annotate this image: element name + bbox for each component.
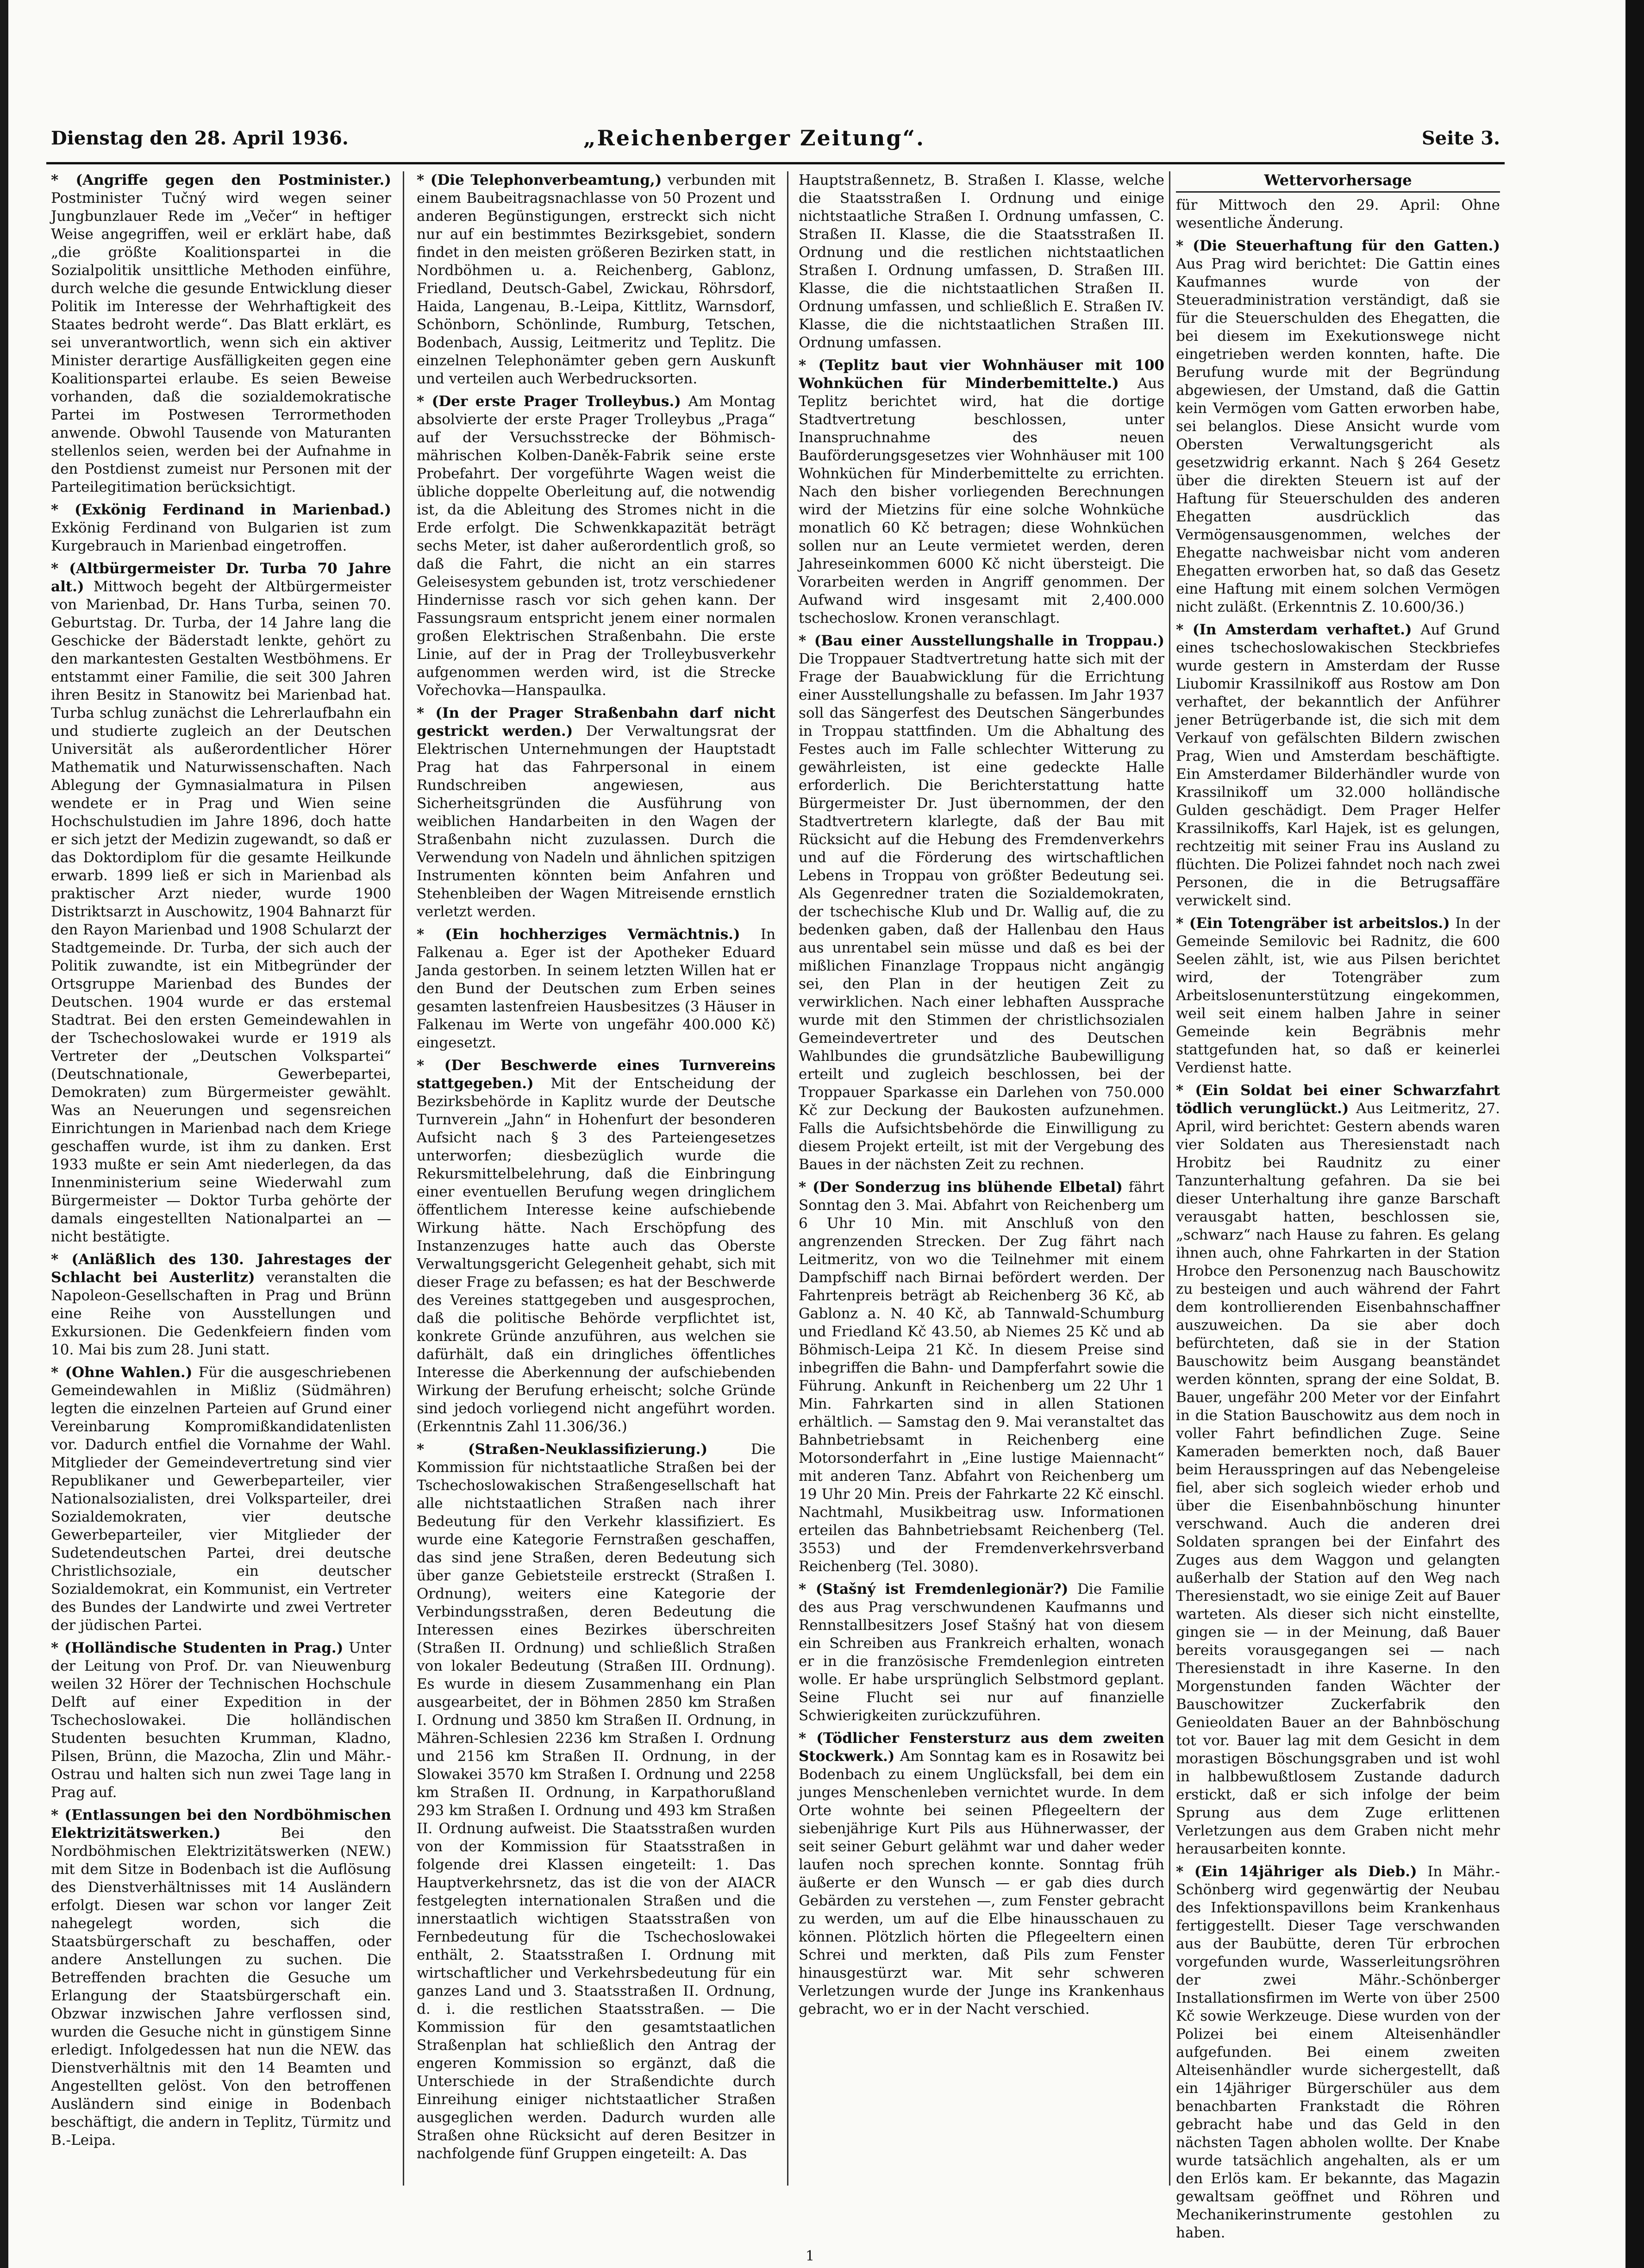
news-body: Am Sonntag kam es in Rosawitz bei Bodenbach zu einem Unglücksfall, bei dem ein junges Menschenleben vernichtet wurde. In dem Orte wohnte bei seinen Pflegeeltern der siebenjährige Kurt Pils aus Hühnerwasser, der seit seiner Geburt gelähmt war und daher weder laufen noch sprechen konnte. Sonntag früh äußerte er den Wunsch — er gab dies durch Gebärden zu verstehen —, zum Fenster gebracht zu werden, um auf die Elbe hinausschauen zu können. Plötzlich hörten die Pflegeeltern einen Schrei und merkten, daß Pils zum Fenster hinausgestürzt war. Mit sehr schweren Verletzungen wurde der Junge ins Krankenhaus gebracht, wo er in der Nacht verschied. bbox=[799, 1748, 1165, 2017]
news-item bbox=[51, 1251, 391, 1359]
news-body: Bei den Nordböhmischen Elektrizitätswerken (NEW.) mit dem Sitze in Bodenbach ist die Auflösung des Dienstverhältnisses mit 14 Ausländern erfolgt. Diesen war schon vor langer Zeit nahegelegt worden, sich die Staatsbürgerschaft zu beschaffen, oder andere Anstellungen zu suchen. Die Betreffenden brachten die Gesuche um Erlangung der Staatsbürgerschaft ein. Obzwar inzwischen Jahre verflossen sind, wurden die Gesuche nicht in günstigem Sinne erledigt. Infolgedessen hat nun die NEW. das Dienstverhältnis mit den 14 Beamten und Angestellten gelöst. Von den betroffenen Ausländern sind einige in Bodenbach beschäftigt, die andern in Teplitz, Türmitz und B.-Leipa. bbox=[51, 1825, 391, 2149]
news-headline: * (Anläßlich des 130. Jahrestages der Schlacht bei Austerlitz) bbox=[51, 1251, 391, 1286]
news-item bbox=[51, 1806, 391, 2149]
news-item bbox=[417, 926, 775, 1052]
news-item bbox=[1176, 1082, 1500, 1858]
news-body: Am Montag absolvierte der erste Prager Trolleybus „Praga“ auf der Versuchsstrecke der Böhmisch-mährischen Kolben-Daněk-Fabrik seine erste Probefahrt. Der vorgeführte Wagen weist die übliche doppelte Oberleitung auf, die notwendig ist, da die Ableitung des Stromes nicht in die Erde erfolgt. Die Schwenkkapazität beträgt sechs Meter, ist daher außerordentlich groß, so daß die Fahrt, die nicht an ein starres Geleisesystem gebunden ist, trotz verschiedener Hindernisse rasch vor sich gehen kann. Der Fassungsraum entspricht jenem einer normalen großen Elektrischen Straßenbahn. Die erste Linie, auf der in Prag der Trolleybusverkehr aufgenommen werden wird, ist die Strecke Vořechovka—Hanspaulka. bbox=[417, 393, 775, 699]
news-headline: * (Ein Totengräber ist arbeitslos.) bbox=[1176, 915, 1450, 932]
news-item bbox=[417, 704, 775, 921]
column-divider bbox=[787, 171, 788, 2186]
news-body: Der Verwaltungsrat der Elektrischen Unternehmungen der Hauptstadt Prag hat das Fahrpersonal in einem Rundschreiben angewiesen, aus Sicherheitsgründen die Ausführung von weiblichen Handarbeiten in den Wagen der Straßenbahn nicht zuzulassen. Durch die Verwendung von Nadeln und ähnlichen spitzigen Instrumenten könnten beim Anfahren und Stehenbleiben der Wagen Mitreisende ernstlich verletzt werden. bbox=[417, 723, 776, 920]
news-body: Postminister Tučný wird wegen seiner Jungbunzlauer Rede im „Večer“ in heftiger Weise angegriffen, weil er erklärt habe, daß „die größte Koalitionspartei in die Sozialpolitik unsittliche Methoden einführe, durch welche die gesunde Entwicklung dieser Politik im Interesse der Wehrhaftigkeit des Staates bedroht werde“. Das Blatt erklärt, es sei unverantwortlich, wenn sich ein aktiver Minister derartige Ausfälligkeiten gegen eine Koalitionspartei erlaube. Es seien Beweise vorhanden, daß die sozialdemokratische Partei im Postwesen Terrormethoden anwende. Obwohl Tausende von Maturanten stellenlos seien, werden bei der Aufnahme in den Postdienst zumeist nur Personen mit der Parteilegitimation berücksichtigt. bbox=[51, 190, 391, 495]
column-divider bbox=[1169, 171, 1170, 2186]
news-item bbox=[51, 560, 391, 1246]
column-4 bbox=[1176, 171, 1500, 2241]
news-item bbox=[1176, 915, 1500, 1077]
news-item bbox=[799, 632, 1164, 1174]
news-item bbox=[1176, 1863, 1500, 2242]
scan-edge-left bbox=[0, 0, 8, 2268]
news-headline: * (Der Sonderzug ins blühende Elbetal) bbox=[799, 1179, 1123, 1196]
page-number: Seite 3. bbox=[1421, 127, 1500, 149]
news-body: Mittwoch begeht der Altbürgermeister von Marienbad, Dr. Hans Turba, seinen 70. Geburtstag. Dr. Turba, der 14 Jahre lang die Geschicke der Bäderstadt lenkte, gehört zu den markantesten Gestalten Westböhmens. Er entstammt einer Familie, die seit 300 Jahren ihren Besitz in Stanowitz bei Marienbad hat. Turba schlug zunächst die Lehrerlaufbahn ein und studierte zugleich an der Deutschen Universität als außerordentlicher Hörer Mathematik und Naturwissenschaften. Nach Ablegung der Gymnasialmatura in Pilsen wendete er in Prag und Wien seine Hochschulstudien im Jahre 1896, doch hatte er sich jetzt der Medizin zugewandt, so daß er das Doktordiplom für die gesamte Heilkunde erwarb. 1899 ließ er sich in Marienbad als praktischer Arzt nieder, wurde 1900 Distriktsarzt in Auschowitz, 1904 Bahnarzt für den Rayon Marienbad und 1908 Schularzt der Stadtgemeinde. Dr. Turba, der sich auch der Politik zuwandte, ist ein Mitbegründer der Ortsgruppe Marienbad des Bundes der Deutschen. 1904 wurde er das erstemal Stadtrat. Bei den ersten Gemeindewahlen in der Tschechoslowakei wurde er 1919 als Vertreter der „Deutschen Volkspartei“ (Deutschnationale, Gewerbepartei, Demokraten) zum Bürgermeister gewählt. Was an Neuerungen und segensreichen Einrichtungen in Marienbad nach dem Kriege geschaffen wurde, ist ihm zu danken. Erst 1933 mußte er sein Amt niederlegen, da das Innenministerium seine Wiederwahl zum Bürgermeister — Doktor Turba gehörte der damals eingestellten Nationalpartei an — nicht bestätigte. bbox=[51, 578, 391, 1245]
news-headline: * (Stašný ist Fremdenlegionär?) bbox=[799, 1581, 1069, 1598]
news-headline: * (Holländische Studenten in Prag.) bbox=[51, 1640, 344, 1656]
news-item bbox=[799, 171, 1164, 352]
news-item bbox=[417, 1441, 775, 2163]
news-body: Auf Grund eines tschechoslowakischen Steckbriefes wurde gestern in Amsterdam der Russe Liubomir Krassilnikoff aus Rostow am Don verhaftet, der bekanntlich der Anführer jener Betrügerbande ist, die sich mit dem Verkauf von gefälschten Bildern zwischen Prag, Wien und Amsterdam beschäftigte. Ein Amsterdamer Bilderhändler wurde von Krassilnikoff um 32.000 holländische Gulden geschädigt. Dem Prager Helfer Krassilnikoffs, Karl Hajek, ist es gelungen, rechtzeitig mit seiner Frau ins Ausland zu flüchten. Die Polizei fahndet noch nach zwei Personen, die in die Betrugsaffäre verwickelt sind. bbox=[1176, 621, 1500, 909]
weather-text: für Mittwoch den 29. April: Ohne wesentliche Änderung. bbox=[1176, 197, 1500, 232]
news-body: Aus Teplitz berichtet wird, hat die dortige Stadtvertretung beschlossen, unter Inanspruchnahme des neuen Bauförderungsgesetzes vier Wohnhäuser mit 100 Wohnküchen für Minderbemittelte zu errichten. Nach den bisher vorliegenden Berechnungen wird der Mietzins für eine solche Wohnküche monatlich 60 Kč betragen; diese Wohnküchen sollen nur an Leute vermietet werden, deren Jahreseinkommen 6000 Kč nicht übersteigt. Die Vorarbeiten werden in Angriff genommen. Der Aufwand wird insgesamt mit 2,400.000 tschechoslow. Kronen veranschlagt. bbox=[799, 375, 1164, 627]
header-rule bbox=[46, 162, 1505, 164]
news-headline: * (Angriffe gegen den Postminister.) bbox=[51, 172, 391, 188]
column-divider bbox=[403, 171, 404, 2186]
news-headline: * (Entlassungen bei den Nordböhmischen Elektrizitätswerken.) bbox=[51, 1807, 391, 1842]
news-body: Die Familie des aus Prag verschwundenen Kaufmanns und Rennstallbesitzers Josef Stašný hat von diesem ein Schreiben aus Frankreich erhalten, wonach er in die französische Fremdenlegion eintreten wolle. Er habe ursprünglich Selbstmord geplant. Seine Flucht sei nur auf finanzielle Schwierigkeiten zurückzuführen. bbox=[799, 1581, 1164, 1724]
news-item bbox=[1176, 621, 1500, 910]
news-headline: * (In der Prager Straßenbahn darf nicht gestrickt werden.) bbox=[417, 705, 775, 739]
news-body: Hauptstraßennetz, B. Straßen I. Klasse, welche die Staatsstraßen I. Ordnung und einige nichtstaatliche Straßen I. Ordnung umfassen, C. Straßen II. Klasse, die die Staatsstraßen II. Ordnung und die restlichen nichtstaatlichen Straßen I. Ordnung umfassen, D. Straßen III. Klasse, die die nichtstaatlichen Straßen II. Ordnung umfassen, und schließlich E. Straßen IV. Klasse, die die nichtstaatlichen Straßen III. Ordnung umfassen. bbox=[799, 172, 1164, 351]
news-item bbox=[799, 1178, 1164, 1576]
news-body: fährt Sonntag den 3. Mai. Abfahrt von Reichenberg um 6 Uhr 10 Min. mit Anschluß von den angrenzenden Strecken. Der Zug fährt nach Leitmeritz, von wo die Teilnehmer mit einem Dampfschiff nach Birnai befördert werden. Der Fahrtenpreis beträgt ab Reichenberg 36 Kč, ab Gablonz a. N. 40 Kč, ab Tannwald-Schumburg und Friedland Kč 43.50, ab Niemes 25 Kč und ab Böhmisch-Leipa 21 Kč. In diesem Preise sind inbegriffen die Bahn- und Dampferfahrt sowie die Führung. Ankunft in Reichenberg um 22 Uhr 1 Min. Fahrkarten sind in allen Stationen erhältlich. — Samstag den 9. Mai veranstaltet das Bahnbetriebsamt in Reichenberg eine Motorsonderfahrt in „Eine lustige Maiennacht“ mit anderen Tanz. Abfahrt von Reichenberg um 19 Uhr 20 Min. Preis der Fahrkarte 22 Kč einschl. Nachtmahl, Musikbeitrag usw. Informationen erteilen das Bahnbetriebsamt Reichenberg (Tel. 3553) und der Fremdenverkehrsverband Reichenberg (Tel. 3080). bbox=[799, 1179, 1164, 1575]
news-item bbox=[417, 1057, 775, 1436]
news-headline: * (Die Telephonverbeamtung,) bbox=[417, 172, 662, 188]
news-headline: * (In Amsterdam verhaftet.) bbox=[1176, 621, 1412, 638]
news-body: Unter der Leitung von Prof. Dr. van Nieuwenburg weilen 32 Hörer der Technischen Hochschule Delft auf einer Expedition in der Tschechoslowakei. Die holländischen Studenten besuchten Krumman, Kladno, Pilsen, Brünn, die Mazocha, Zlin und Mähr.-Ostrau und halten sich nun zwei Tage lang in Prag auf. bbox=[51, 1640, 391, 1801]
news-headline: * (Altbürgermeister Dr. Turba 70 Jahre alt.) bbox=[51, 560, 391, 595]
weather-forecast bbox=[1176, 171, 1500, 232]
column-3 bbox=[799, 171, 1164, 2186]
scan-edge-right bbox=[1625, 0, 1644, 2268]
news-headline: * (Teplitz baut vier Wohnhäuser mit 100 Wohnküchen für Minderbemittelte.) bbox=[799, 357, 1164, 392]
news-item bbox=[51, 171, 391, 496]
news-body: Die Troppauer Stadtvertretung hatte sich mit der Frage der Bauabwicklung für die Errichtung einer Ausstellungshalle zu befassen. Im Jahr 1937 soll das Sängerfest des Deutschen Sängerbundes in Troppau stattfinden. Um die Abhaltung des Festes auch im Falle schlechter Witterung zu gewährleisten, ist eine gedeckte Halle erforderlich. Die Berichterstattung hatte Bürgermeister Dr. Just übernommen, der den Stadtvertretern klarlegte, daß der Bau mit Rücksicht auf die Hebung des Fremdenverkehrs und auf die Förderung des wirtschaftlichen Lebens in Troppau von größter Bedeutung sei. Als Gegenredner traten die Sozialdemokraten, der tschechische Klub und Dr. Wallig auf, die zu bedenken gaben, daß der Hallenbau den Haus aus unrentabel sein müsse und daß es bei der mißlichen Finanzlage Troppaus nicht angängig sei, den Plan in der heutigen Zeit zu verwirklichen. Nach einer lebhaften Aussprache wurde mit den Stimmen der christlichsozialen Gemeindevertreter und des Deutschen Wahlbundes die grundsätzliche Baubewilligung erteilt und zugleich beschlossen, bei der Troppauer Sparkasse ein Darlehen von 750.000 Kč zur Deckung der Baukosten aufzunehmen. Falls die Aufsichtsbehörde die Einwilligung zu diesem Projekt erteilt, ist mit der Vergebung des Baues in der nächsten Zeit zu rechnen. bbox=[799, 651, 1164, 1173]
news-headline: * (Tödlicher Fenstersturz aus dem zweiten Stockwerk.) bbox=[799, 1730, 1164, 1765]
news-body: In Falkenau a. Eger ist der Apotheker Eduard Janda gestorben. In seinem letzten Willen hat er den Bund der Deutschen zum Erben seines gesamten lastenfreien Hausbesitzes (3 Häuser in Falkenau im Werte von ungefähr 400.000 Kč) eingesetzt. bbox=[417, 926, 775, 1051]
news-headline: * (Der erste Prager Trolleybus.) bbox=[417, 393, 681, 410]
footer-mark: 1 bbox=[806, 2248, 815, 2264]
news-body: veranstalten die Napoleon-Gesellschaften in Prag und Brünn eine Reihe von Ausstellungen und Exkursionen. Die Gedenkfeiern finden vom 10. Mai bis zum 28. Juni statt. bbox=[51, 1269, 391, 1358]
news-headline: * (Bau einer Ausstellungshalle in Troppau.) bbox=[799, 633, 1164, 649]
news-body: Aus Prag wird berichtet: Die Gattin eines Kaufmannes wurde von der Steueradministration verständigt, daß sie für die Steuerschulden des Ehegatten, die bei diesem im Exekutionswege nicht eingetrieben werden konnten, hafte. Die Berufung wurde mit der Begründung abgewiesen, der Umstand, daß die Gattin kein Vermögen vom Gatten erworben habe, sei belanglos. Diese Ansicht wurde vom Obersten Verwaltungsgericht als gesetzwidrig erkannt. Nach § 264 Gesetz über die direkten Steuern ist auf der Haftung für Steuerschulden des anderen Ehegatten ausdrücklich das Vermögensausgenommen, welches der Ehegatte nachweisbar nicht vom anderen Ehegatten erworben hat, so daß das Gesetz eine Haftung mit einem solchen Vermögen nicht zuläßt. (Erkenntnis Z. 10.600/36.) bbox=[1176, 256, 1500, 615]
news-body: Exkönig Ferdinand von Bulgarien ist zum Kurgebrauch in Marienbad eingetroffen. bbox=[51, 520, 391, 554]
news-body: Für die ausgeschriebenen Gemeindewahlen in Mißliz (Südmähren) legten die einzelnen Parteien auf Grund einer Vereinbarung Kompromißkandidatenlisten vor. Dadurch entfiel die Vornahme der Wahl. Mitglieder der Gemeindevertretung sind vier Republikaner und Gewerbeparteiler, vier Nationalsozialisten, drei Volksparteiler, drei Sozialdemokraten, vier deutsche Gewerbeparteiler, vier Mitglieder der Sudetendeutschen Partei, drei deutsche Christlichsoziale, ein deutscher Sozialdemokrat, ein Kommunist, ein Vertreter des Bundes der Landwirte und zwei Vertreter der jüdischen Partei. bbox=[51, 1364, 391, 1634]
news-body: In Mähr.-Schönberg wird gegenwärtig der Neubau des Infektionspavillons beim Krankenhaus fertiggestellt. Dieser Tage verschwanden aus der Baubütte, deren Tür erbrochen vorgefunden wurde, Wasserleitungsröhren der zwei Mähr.-Schönberger Installationsfirmen im Werte von über 2500 Kč sowie Werkzeuge. Diese wurden von der Polizei bei einem Alteisenhändler aufgefunden. Bei einem zweiten Alteisenhändler wurde sichergestellt, daß ein 14jähriger Bürgerschüler aus dem benachbarten Frankstadt die Röhren gebracht habe und das Geld in den nächsten Tagen abholen wollte. Der Knabe wurde tatsächlich angehalten, als er um den Erlös kam. Er bekannte, das Magazin gewaltsam geöffnet und Röhren und Mechanikerinstrumente gestohlen zu haben. bbox=[1176, 1863, 1500, 2241]
news-body: verbunden mit einem Baubeitragsnachlasse von 50 Prozent und anderen Begünstigungen, erstreckt sich nicht nur auf ein bestimmtes Bezirksgebiet, sondern findet in den meisten größeren Bezirken statt, in Nordböhmen u. a. Reichenberg, Gablonz, Friedland, Deutsch-Gabel, Zwickau, Röhrsdorf, Haida, Langenau, B.-Leipa, Kittlitz, Warnsdorf, Schönborn, Schönlinde, Rumburg, Tetschen, Bodenbach, Aussig, Leitmeritz und Teplitz. Die einzelnen Telephonämter geben gern Auskunft und verteilen auch Werbedrucksorten. bbox=[417, 172, 775, 387]
news-item bbox=[51, 1639, 391, 1802]
page-header bbox=[51, 123, 1500, 160]
news-headline: * (Ein hochherziges Vermächtnis.) bbox=[417, 926, 740, 943]
weather-rule bbox=[1176, 191, 1500, 193]
news-item bbox=[417, 393, 775, 700]
newspaper-title: „Reichenberger Zeitung“. bbox=[583, 125, 925, 150]
news-headline: * (Ohne Wahlen.) bbox=[51, 1364, 193, 1381]
news-headline: * (Die Steuerhaftung für den Gatten.) bbox=[1176, 238, 1500, 254]
news-item bbox=[799, 357, 1164, 627]
news-item bbox=[417, 171, 775, 388]
news-headline: * (Exkönig Ferdinand in Marienbad.) bbox=[51, 501, 391, 518]
news-item bbox=[51, 1364, 391, 1635]
column-2 bbox=[417, 171, 775, 2186]
header-date: Dienstag den 28. April 1936. bbox=[51, 127, 349, 149]
column-1 bbox=[51, 171, 391, 2186]
news-headline: * (Ein 14jähriger als Dieb.) bbox=[1176, 1863, 1417, 1880]
news-body: Mit der Entscheidung der Bezirksbehörde in Kaplitz wurde der Deutsche Turnverein „Jahn“ in Hohenfurt der besonderen Aufsicht nach § 3 des Parteiengesetzes unterworfen; diesbezüglich wurde die Rekursmittelbelehrung, daß die Einbringung einer eventuellen Berufung wegen dringlichem öffentlichem Interesse keine aufschiebende Wirkung hätte. Nach Erschöpfung des Instanzenzuges hatte auch das Oberste Verwaltungsgericht Gelegenheit gehabt, sich mit dieser Frage zu befassen; es hat der Beschwerde des Vereines stattgegeben und ausgesprochen, daß die politische Behörde verpflichtet ist, konkrete Gründe anzuführen, aus welchen sie dafürhält, daß ein dringliches öffentliches Interesse die Aberkennung der aufschiebenden Wirkung der Berufung erheischt; solche Gründe sind jedoch vorliegend nicht angeführt worden. (Erkenntnis Zahl 11.306/36.) bbox=[417, 1075, 775, 1435]
news-item bbox=[799, 1729, 1164, 2018]
news-body: In der Gemeinde Semilovic bei Radnitz, die 600 Seelen zählt, ist, wie aus Pilsen berichtet wird, der Totengräber zum Arbeitslosenunterstützung eingekommen, weil seit einem halben Jahre in seiner Gemeinde kein Begräbnis mehr stattgefunden hat, so daß er keinerlei Verdienst hatte. bbox=[1176, 915, 1500, 1076]
news-item bbox=[51, 501, 391, 555]
news-item bbox=[1176, 237, 1500, 616]
news-body: Die Kommission für nichtstaatliche Straßen bei der Tschechoslowakischen Straßengesellschaft hat alle nichtstaatlichen Straßen nach ihrer Bedeutung für den Verkehr klassifiziert. Es wurde eine Kategorie Fernstraßen geschaffen, das sind jene Straßen, deren Bedeutung sich über ganze Gebietsteile erstreckt (Straßen I. Ordnung), weiters eine Kategorie der Verbindungsstraßen, deren Bedeutung die Interessen eines Bezirkes überschreiten (Straßen II. Ordnung) und schließlich Straßen von lokaler Bedeutung (Straßen III. Ordnung). Es wurde in diesem Zusammenhang ein Plan ausgearbeitet, der in Böhmen 2850 km Straßen I. Ordnung und 3850 km Straßen II. Ordnung, in Mähren-Schlesien 2236 km Straßen I. Ordnung und 2156 km Straßen II. Ordnung, in der Slowakei 3570 km Straßen I. Ordnung und 2258 km Straßen II. Ordnung, in Karpathorußland 293 km Straßen I. Ordnung und 493 km Straßen II. Ordnung aufweist. Die Staatsstraßen wurden von der Kommission für Staatsstraßen in folgende drei Klassen eingeteilt: 1. Das Hauptverkehrsnetz, das ist die von der AIACR festgelegten internationalen Straßen und die innerstaatlich wichtigen Staatsstraßen von Fernbedeutung für die Tschechoslowakei enthält, 2. Staatsstraßen I. Ordnung mit wirtschaftlicher und Verkehrsbedeutung für ein ganzes Land und 3. Staatsstraßen II. Ordnung, d. i. die restlichen Staatsstraßen. — Die Kommission für den gesamtstaatlichen Straßenplan hat schließlich den Antrag der engeren Kommission so ergänzt, daß die Unterschiede in der Straßendichte durch Einreihung einiger nichtstaatlicher Straßen ausgeglichen werden. Dadurch wurden alle Straßen ohne Rücksicht auf deren Besitzer in nachfolgende fünf Gruppen eingeteilt: A. Das bbox=[417, 1441, 775, 2162]
news-body: Aus Leitmeritz, 27. April, wird berichtet: Gestern abends waren vier Soldaten aus Theresienstadt nach Hrobitz bei Raudnitz zu einer Tanzunterhaltung gefahren. Da sie bei dieser Unterhaltung ihre ganze Barschaft verausgabt hatten, beschlossen sie, „schwarz“ nach Hause zu fahren. Es gelang ihnen auch, ohne Fahrkarten in der Station Hrobce den Personenzug nach Bauschowitz zu besteigen und auch während der Fahrt dem kontrollierenden Eisenbahnschaffner auszuweichen. Da sie aber doch befürchteten, daß sie in der Station Bauschowitz beim Ausgang beanständet werden könnten, sprang der eine Soldat, B. Bauer, ungefähr 200 Meter vor der Einfahrt in die Station Bauschowitz aus dem noch in voller Fahrt befindlichen Zuge. Seine Kameraden bemerkten noch, daß Bauer beim Herausspringen auf das Nebengeleise fiel, aber sich sogleich wieder erhob und über die Eisenbahnböschung hinunter verschwand. Auch die anderen drei Soldaten sprangen bei der Einfahrt des Zuges aus dem Waggon und gelangten außerhalb der Station auf den Weg nach Theresienstadt, wo sie einige Zeit auf Bauer warteten. Als dieser sich nicht einstellte, gingen sie — in der Meinung, daß Bauer bereits vorausgegangen sei — nach Theresienstadt in ihre Kaserne. In den Morgenstunden fanden Wächter der Bauschowitzer Zuckerfabrik den Genieoldaten Bauer an der Bahnböschung tot vor. Bauer lag mit dem Gesicht in dem morastigen Böschungsgraben und ist wohl in halbbewußtlosem Zustande dadurch erstickt, daß er sich infolge der beim Sprung aus dem Zuge erlittenen Verletzungen aus dem Graben nicht mehr herausarbeiten konnte. bbox=[1176, 1100, 1500, 1857]
news-headline: * (Der Beschwerde eines Turnvereins stattgegeben.) bbox=[417, 1057, 775, 1092]
weather-title: Wettervorhersage bbox=[1264, 171, 1412, 189]
news-headline: * (Straßen-Neuklassifizierung.) bbox=[417, 1441, 708, 1458]
news-headline: * (Ein Soldat bei einer Schwarzfahrt tödlich verunglückt.) bbox=[1176, 1082, 1500, 1117]
news-item bbox=[799, 1580, 1164, 1725]
